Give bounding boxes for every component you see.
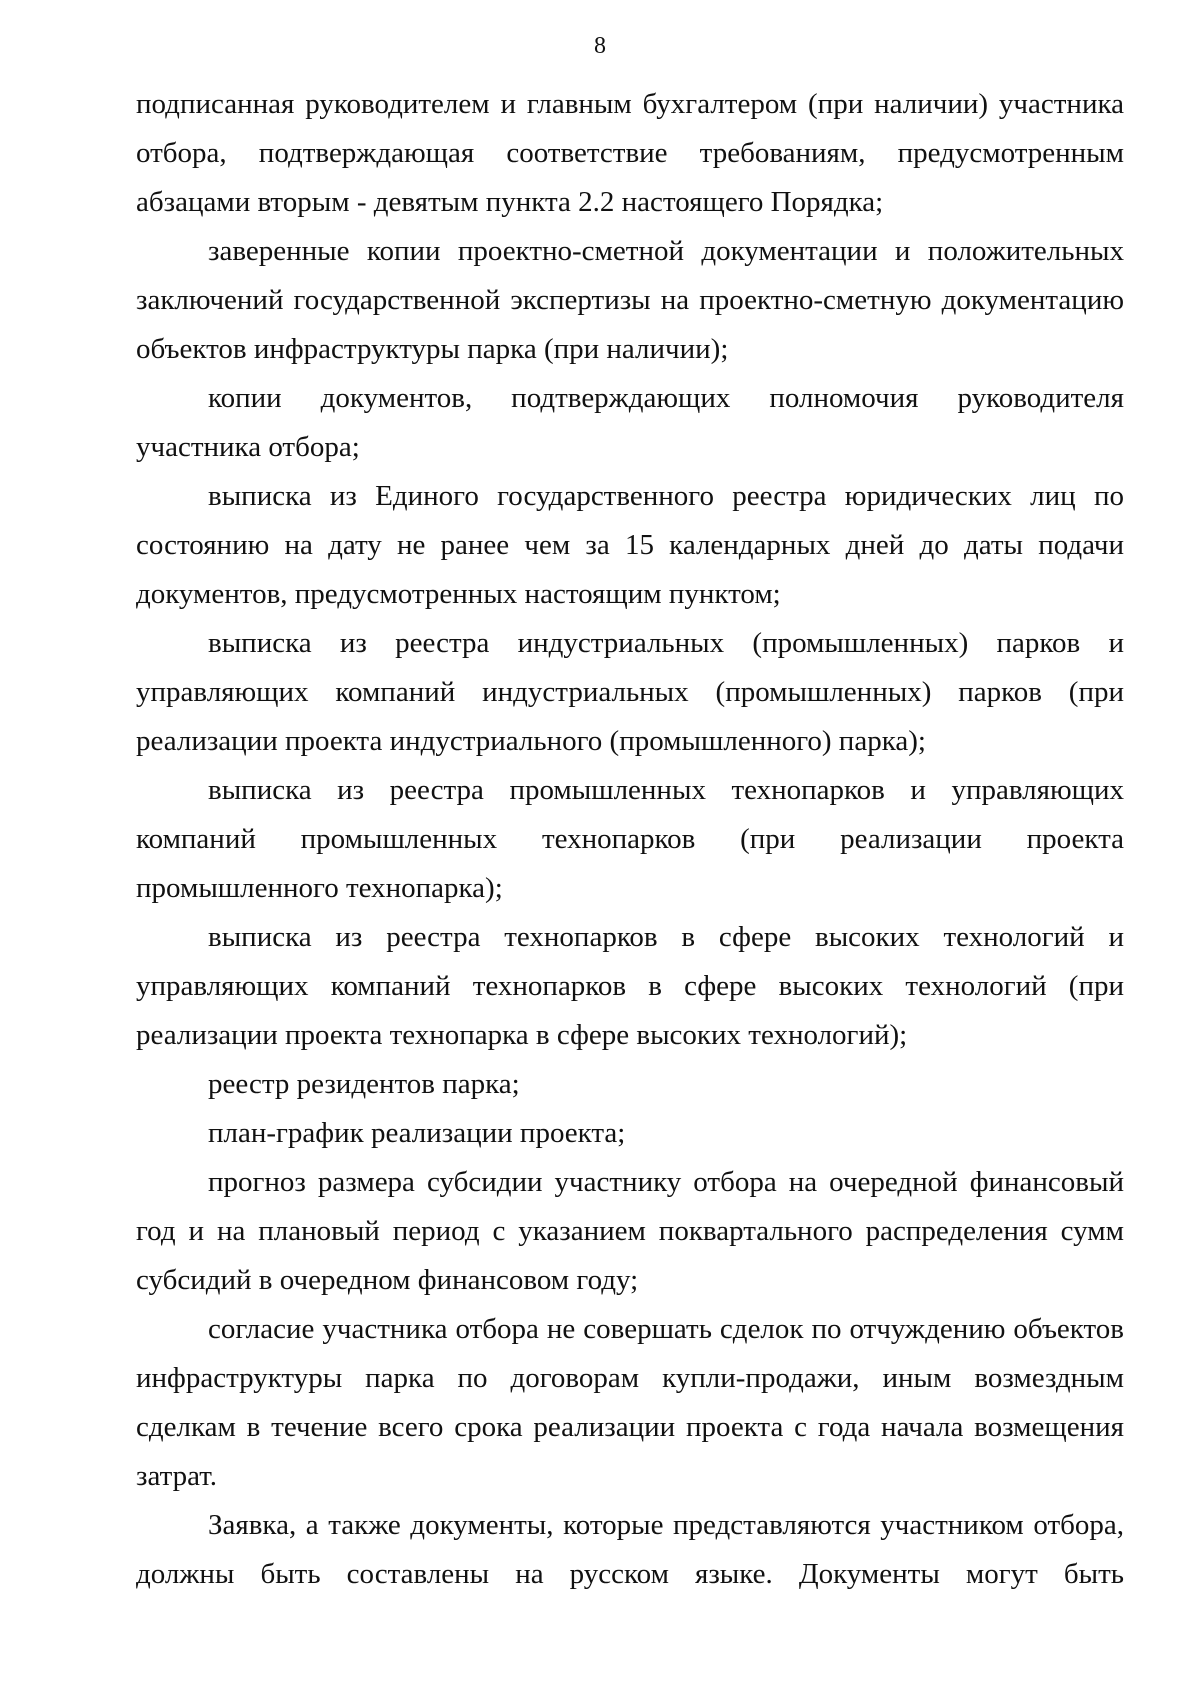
- paragraph-project-schedule: план-график реализации проекта;: [208, 1117, 626, 1149]
- document-body: [136, 80, 1124, 1599]
- paragraph-design-estimate-copies: заверенные копии проектно-сметной документации и положительных заключений государственной экспертизы на проектно-сметную документацию объектов инфраструктуры парка (при наличии);: [136, 235, 1124, 365]
- paragraph-authority-documents: копии документов, подтверждающих полномочия руководителя участника отбора;: [136, 382, 1124, 463]
- paragraph-no-alienation-consent: согласие участника отбора не совершать сделок по отчуждению объектов инфраструктуры парка по договорам купли-продажи, иным возмездным сделкам в течение всего срока реализации проекта с года начала возмещения затрат.: [136, 1313, 1124, 1492]
- paragraph-industrial-parks-extract: выписка из реестра индустриальных (промышленных) парков и управляющих компаний индустриальных (промышленных) парков (при реализации проекта индустриального (промышленного) парка);: [136, 627, 1124, 757]
- paragraph-egrul-extract: выписка из Единого государственного реестра юридических лиц по состоянию на дату не ранее чем за 15 календарных дней до даты подачи документов, предусмотренных настоящим пунктом;: [136, 480, 1124, 610]
- paragraph-industrial-technoparks-extract: выписка из реестра промышленных технопарков и управляющих компаний промышленных технопарков (при реализации проекта промышленного технопарка);: [136, 774, 1124, 904]
- paragraph-park-residents-register: реестр резидентов парка;: [208, 1068, 520, 1100]
- paragraph-signed-certificate: подписанная руководителем и главным бухгалтером (при наличии) участника отбора, подтверждающая соответствие требованиям, предусмотренным абзацами вторым - девятым пункта 2.2 настоящего Порядка;: [136, 88, 1124, 218]
- paragraph-subsidy-forecast: прогноз размера субсидии участнику отбора на очередной финансовый год и на плановый период с указанием поквартального распределения сумм субсидий в очередном финансовом году;: [136, 1166, 1124, 1296]
- page-number: 8: [594, 33, 606, 59]
- paragraph-russian-language-requirement: Заявка, а также документы, которые представляются участником отбора, должны быть составлены на русском языке. Документы могут быть: [136, 1509, 1124, 1590]
- paragraph-hightech-technoparks-extract: выписка из реестра технопарков в сфере высоких технологий и управляющих компаний технопарков в сфере высоких технологий (при реализации проекта технопарка в сфере высоких технологий);: [136, 921, 1124, 1051]
